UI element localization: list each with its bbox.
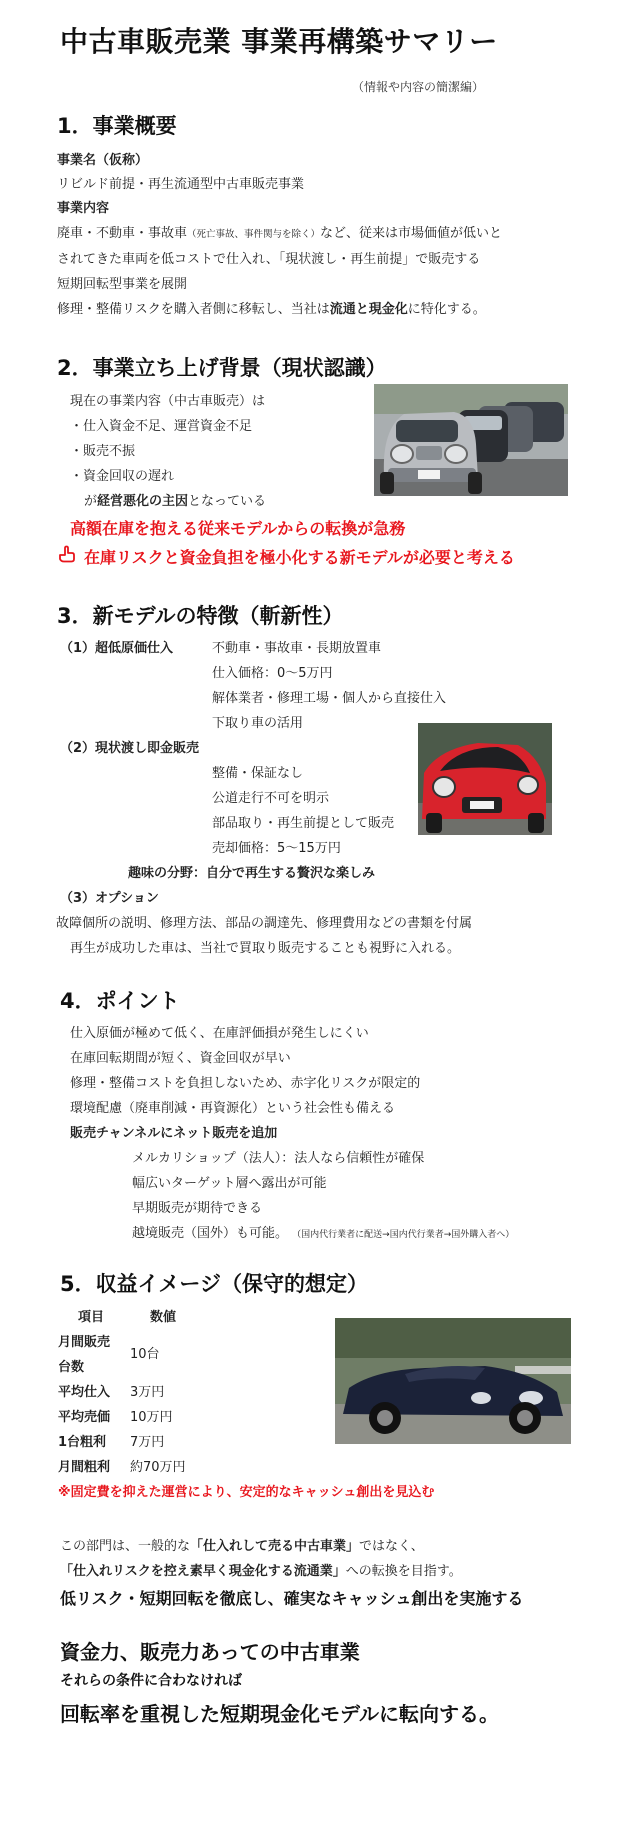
table-row-label: 月間粗利 [58, 1460, 111, 1475]
line-text: に特化する。 [407, 302, 486, 317]
closing-line-2 [60, 1560, 462, 1579]
page-title: 中古車販売業 事業再構築サマリー [60, 25, 498, 58]
background-intro: 現在の事業内容（中古車販売）は [70, 394, 266, 409]
business-content-label: 事業内容 [57, 201, 110, 216]
feature-2-line: 公道走行不可を明示 [212, 791, 330, 806]
feature-1-line: 不動車・事故車・長期放置車 [212, 641, 382, 656]
net-sales-line: 早期販売が期待できる [132, 1201, 263, 1216]
profit-note: ※固定費を抑えた運営により、安定的なキャッシュ創出を見込む [58, 1485, 435, 1500]
line-text: 修理・整備リスクを購入者側に移転し、当社は [57, 302, 330, 317]
line-text: この部門は、一般的な [60, 1539, 191, 1554]
parked-cars-photo [374, 384, 568, 496]
business-content-line-3: 短期回転型事業を展開 [57, 277, 188, 292]
business-content-line-1 [57, 222, 502, 241]
line-text: が [84, 494, 98, 509]
table-header-value: 数値 [150, 1310, 177, 1325]
table-header-item: 項目 [78, 1310, 105, 1325]
background-item: ・販売不振 [70, 444, 136, 459]
final-line-1: 資金力、販売力あっての中古車業 [60, 1640, 360, 1664]
line-emphasis: 「仕入れして売る中古車業」 [190, 1539, 360, 1554]
background-item: ・仕入資金不足、運営資金不足 [70, 419, 253, 434]
urgent-shift-callout: 高額在庫を抱える従来モデルからの転換が急務 [70, 519, 406, 538]
section-5-heading: 5．収益イメージ（保守的想定） [60, 1272, 368, 1296]
line-text: など、従来は市場価値が低いと [320, 226, 503, 241]
table-row-value: 10台 [130, 1347, 160, 1362]
feature-2-label: （2）現状渡し即金販売 [60, 741, 200, 756]
table-row-value: 10万円 [130, 1410, 173, 1425]
net-sales-label: 販売チャンネルにネット販売を追加 [70, 1126, 278, 1141]
table-row-value: 7万円 [130, 1435, 165, 1450]
line-emphasis: 経営悪化の主因 [97, 494, 189, 509]
cross-border-line [132, 1222, 514, 1241]
line-emphasis: 流通と現金化 [329, 302, 408, 317]
section-2-heading: 2．事業立ち上げ背景（現状認識） [57, 356, 387, 380]
final-line-3: 回転率を重視した短期現金化モデルに転向する。 [60, 1702, 499, 1726]
background-conclusion [84, 490, 266, 509]
red-kei-car-photo [418, 723, 552, 835]
final-line-2: それらの条件に合わなければ [60, 1673, 242, 1689]
business-content-line-4 [57, 298, 486, 317]
line-text: 越境販売（国外）も可能。 [132, 1226, 289, 1241]
point-line: 在庫回転期間が短く、資金回収が早い [70, 1051, 291, 1066]
new-model-need-callout: 在庫リスクと資金負担を極小化する新モデルが必要と考える [84, 548, 515, 567]
feature-1-line: 仕入価格：0～5万円 [212, 666, 333, 681]
table-row-value: 約70万円 [130, 1460, 186, 1475]
feature-3-line-2: 再生が成功した車は、当社で買取り販売することも視野に入れる。 [70, 941, 461, 956]
feature-3-label: （3）オプション [60, 891, 159, 906]
business-content-line-2: されてきた車両を低コストで仕入れ、「現状渡し・再生前提」で販売する [57, 252, 481, 267]
navy-convertible-photo [335, 1318, 571, 1444]
table-row-value: 3万円 [130, 1385, 165, 1400]
net-sales-line: メルカリショップ（法人）：法人なら信頼性が確保 [132, 1151, 425, 1166]
closing-line-1 [60, 1535, 424, 1554]
line-text: となっている [188, 494, 267, 509]
line-note: （国内代行業者に配送→国内代行業者→国外購入者へ） [292, 1230, 515, 1240]
line-emphasis: 「仕入れリスクを控え素早く現金化する流通業」 [60, 1564, 346, 1579]
business-name-label: 事業名（仮称） [57, 153, 149, 168]
line-note: （死亡事故、事件関与を除く） [187, 229, 321, 240]
business-name-value: リビルド前提・再生流通型中古車販売事業 [57, 177, 305, 192]
feature-2-line: 売却価格：5～15万円 [212, 841, 341, 856]
table-row-label: 平均仕入 [58, 1385, 111, 1400]
table-row-label: 台数 [58, 1360, 85, 1375]
hobby-note: 趣味の分野：自分で再生する贅沢な楽しみ [128, 866, 376, 881]
section-3-heading: 3．新モデルの特徴（斬新性） [57, 604, 344, 628]
table-row-label: 1台粗利 [58, 1435, 107, 1450]
line-text: ではなく、 [359, 1539, 424, 1554]
table-row-label: 月間販売 [58, 1335, 111, 1350]
page-subtitle: （情報や内容の簡潔編） [352, 80, 485, 94]
feature-1-line: 解体業者・修理工場・個人から直接仕入 [212, 691, 447, 706]
line-text: 廃車・不動車・事故車 [57, 226, 188, 241]
net-sales-line: 幅広いターゲット層へ露出が可能 [132, 1176, 327, 1191]
closing-line-3: 低リスク・短期回転を徹底し、確実なキャッシュ創出を実施する [60, 1589, 524, 1608]
point-line: 環境配慮（廃車削減・再資源化）という社会性も備える [70, 1101, 396, 1116]
feature-1-line: 下取り車の活用 [212, 716, 304, 731]
background-item: ・資金回収の遅れ [70, 469, 175, 484]
feature-3-line-1: 故障個所の説明、修理方法、部品の調達先、修理費用などの書類を付属 [56, 916, 473, 931]
line-text: への転換を目指す。 [345, 1564, 462, 1579]
point-line: 仕入原価が極めて低く、在庫評価損が発生しにくい [70, 1026, 369, 1041]
feature-2-line: 部品取り・再生前提として販売 [212, 816, 395, 831]
feature-2-line: 整備・保証なし [212, 766, 304, 781]
table-row-label: 平均売価 [58, 1410, 111, 1425]
section-1-heading: 1．事業概要 [57, 114, 177, 138]
point-line: 修理・整備コストを負担しないため、赤字化リスクが限定的 [70, 1076, 421, 1091]
feature-1-label: （1）超低原価仕入 [60, 641, 174, 656]
pointing-hand-icon [58, 545, 76, 563]
section-4-heading: 4．ポイント [60, 989, 180, 1013]
